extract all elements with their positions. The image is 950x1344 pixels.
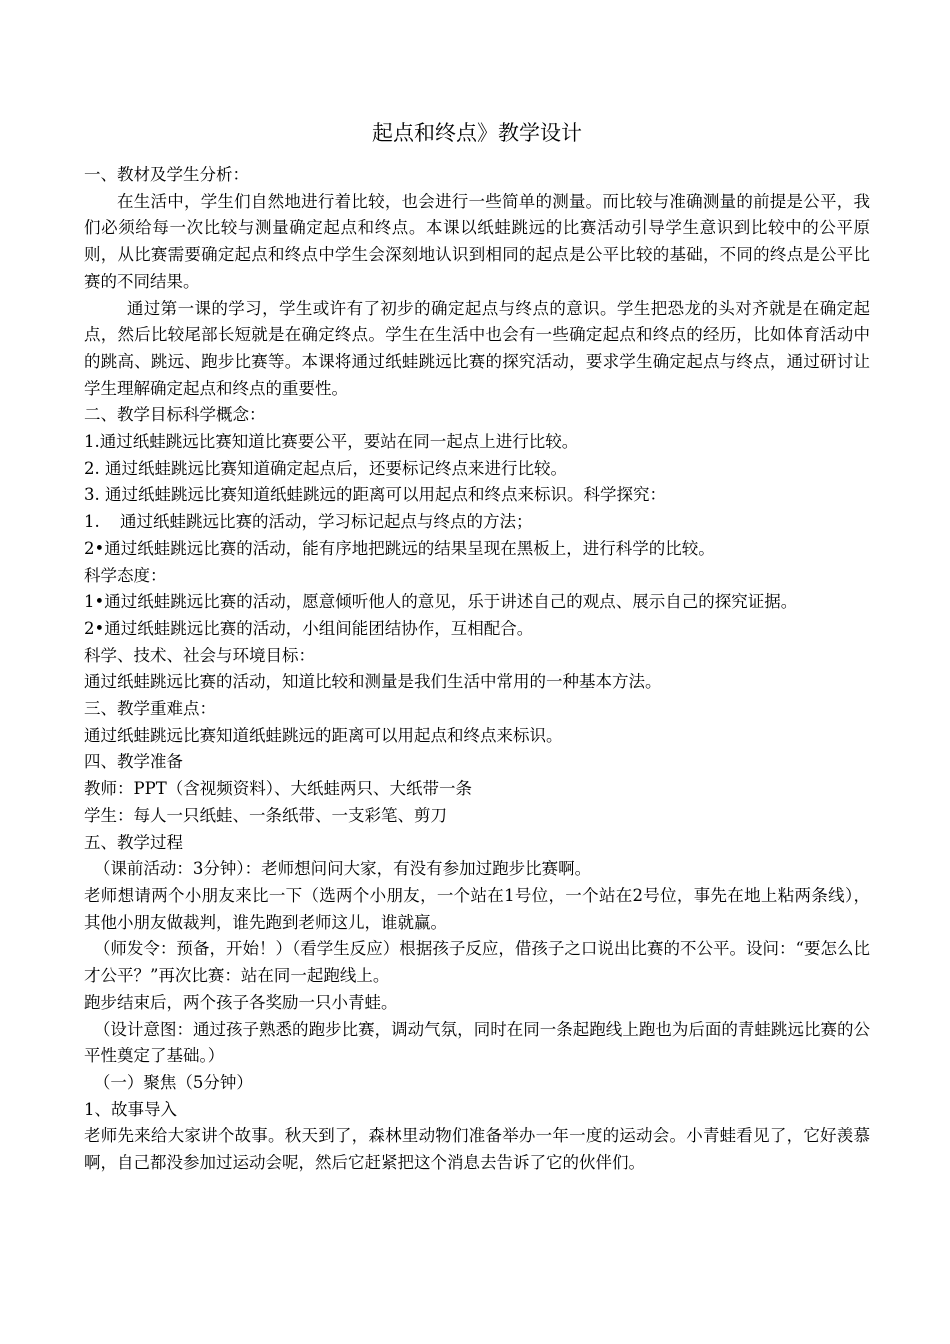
objective-item-3: 3. 通过纸蛙跳远比赛知道纸蛙跳远的距离可以用起点和终点来标识。科学探究： [84, 485, 666, 505]
process-race-start: （师发令：预备，开始！）（看学生反应）根据孩子反应，借孩子之口说出比赛的不公平。设问：“要怎么比才公平？”再次比赛：站在同一起跑线上。 [84, 939, 870, 986]
inquiry-item-1-number: 1. [84, 512, 100, 532]
process-focus-heading: （一）聚焦（5分钟） [93, 1072, 253, 1092]
section-heading-analysis: 一、教材及学生分析： [84, 165, 249, 184]
preparation-student: 学生：每人一只纸蛙、一条纸带、一支彩笔、剪刀 [84, 805, 447, 825]
section-heading-objectives: 二、教学目标科学概念： [84, 405, 266, 425]
inquiry-item-2: 2•通过纸蛙跳远比赛的活动，能有序地把跳远的结果呈现在黑板上，进行科学的比较。 [84, 538, 715, 558]
subheading-attitude: 科学态度： [84, 565, 167, 585]
process-race-setup: 老师想请两个小朋友来比一下（选两个小朋友，一个站在1号位，一个站在2号位，事先在地上粘两条线），其他小朋友做裁判，谁先跑到老师这儿，谁就赢。 [84, 885, 870, 932]
attitude-item-2: 2•通过纸蛙跳远比赛的活动，小组间能团结协作，互相配合。 [84, 618, 534, 638]
process-story-heading: 1、故事导入 [84, 1099, 177, 1119]
process-design-intent: （设计意图：通过孩子熟悉的跑步比赛，调动气氛，同时在同一条起跑线上跑也为后面的青蛙跳远比赛的公平性奠定了基础。） [84, 1019, 870, 1066]
inquiry-item-1 [84, 509, 870, 536]
objective-item-2: 2. 通过纸蛙跳远比赛知道确定起点后，还要标记终点来进行比较。 [84, 458, 567, 478]
document-page [84, 118, 870, 1177]
subheading-stse: 科学、技术、社会与环境目标： [84, 645, 315, 665]
key-points-text: 通过纸蛙跳远比赛知道纸蛙跳远的距离可以用起点和终点来标识。 [84, 725, 563, 745]
section-heading-process: 五、教学过程 [84, 832, 183, 852]
inquiry-item-1-text: 通过纸蛙跳远比赛的活动，学习标记起点与终点的方法； [120, 512, 533, 532]
section-heading-preparation: 四、教学准备 [84, 752, 183, 772]
process-pre-activity: （课前活动：3分钟）：老师想问问大家，有没有参加过跑步比赛啊。 [93, 859, 592, 879]
objective-item-1: 1.通过纸蛙跳远比赛知道比赛要公平，要站在同一起点上进行比较。 [84, 432, 579, 452]
preparation-teacher: 教师：PPT（含视频资料）、大纸蛙两只、大纸带一条 [84, 779, 472, 799]
paragraph-analysis-2: 通过第一课的学习，学生或许有了初步的确定起点与终点的意识。学生把恐龙的头对齐就是在确定起点，然后比较尾部长短就是在确定终点。学生在生活中也会有一些确定起点和终点的经历，比如体育活动中的跳高、跳远、跑步比赛等。本课将通过纸蛙跳远比赛的探究活动，要求学生确定起点与终点，通过研讨让学生理解确定起点和终点的重要性。 [84, 298, 870, 398]
section-heading-key-points: 三、教学重难点： [84, 699, 216, 719]
document-title: 起点和终点》教学设计 [372, 121, 582, 145]
attitude-item-1: 1•通过纸蛙跳远比赛的活动，愿意倾听他人的意见，乐于讲述自己的观点、展示自己的探究证据。 [84, 592, 798, 612]
process-story-text: 老师先来给大家讲个故事。秋天到了，森林里动物们准备举办一年一度的运动会。小青蛙看见了，它好羡慕啊，自己都没参加过运动会呢，然后它赶紧把这个消息去告诉了它的伙伴们。 [84, 1126, 870, 1173]
process-race-end: 跑步结束后，两个孩子各奖励一只小青蛙。 [84, 992, 398, 1012]
paragraph-analysis-1: 在生活中，学生们自然地进行着比较，也会进行一些简单的测量。而比较与准确测量的前提是公平，我们必须给每一次比较与测量确定起点和终点。本课以纸蛙跳远的比赛活动引导学生意识到比较中的公平原则，从比赛需要确定起点和终点中学生会深刻地认识到相同的起点是公平比较的基础，不同的终点是公平比赛的不同结果。 [84, 191, 870, 291]
stse-item: 通过纸蛙跳远比赛的活动，知道比较和测量是我们生活中常用的一种基本方法。 [84, 672, 662, 692]
